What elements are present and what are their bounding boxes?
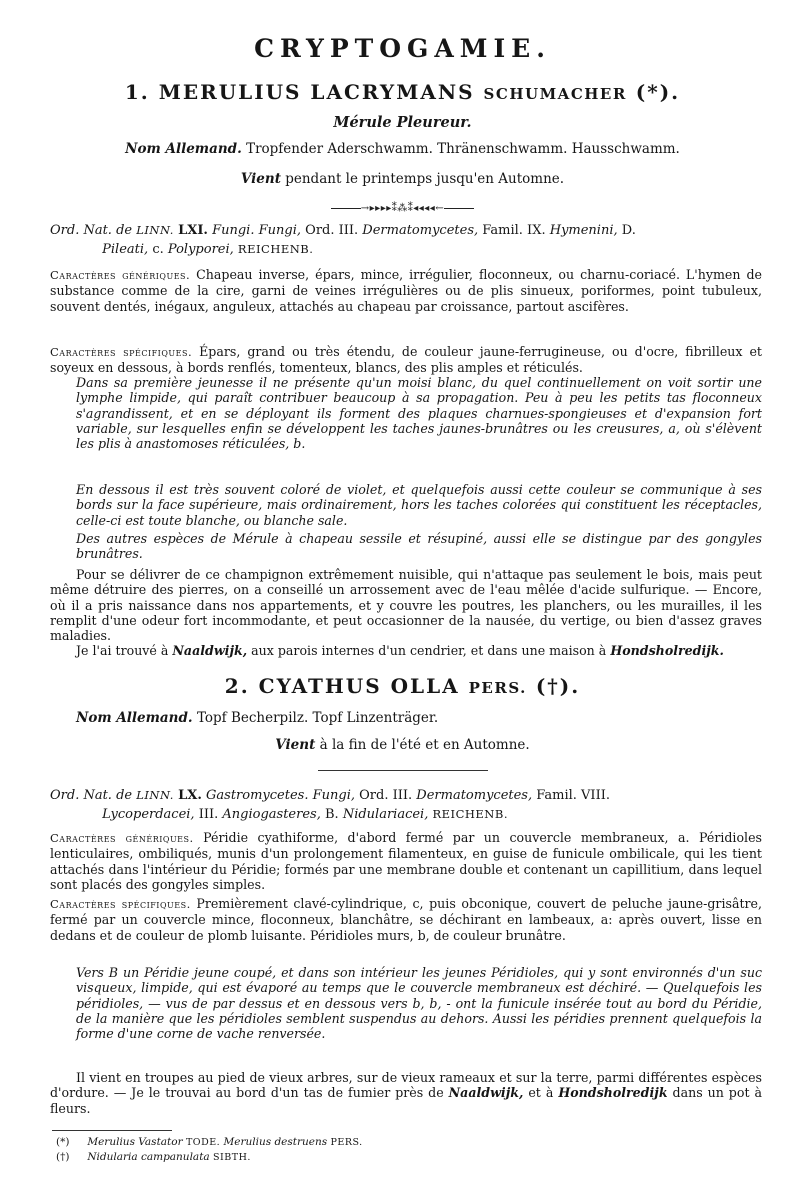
species-1-paragraph-location: Je l'ai trouvé à Naaldwijk, aux parois internes d'un cendrier, et dans une maison à Hondsholredijk. bbox=[76, 643, 724, 658]
species-2-footnote-mark: (†). bbox=[535, 674, 581, 698]
species-1-heading bbox=[0, 80, 805, 104]
species-1-note-underside: En dessous il est très souvent coloré de violet, et quelquefois aussi cette couleur se communique à ses bords sur la face supérieure, mais ordinairement, hors les taches colorées qui constituent les réceptacles, celle-ci est toute blanche, ou blanche sale. bbox=[76, 482, 762, 528]
species-1-specific-characters: Caractères spécifiques. Épars, grand ou très étendu, de couleur jaune-ferrugineuse, ou d'ocre, fibrilleux et soyeux en dessous, à bords renflés, tomenteux, blancs, des plis amples et réticulés. bbox=[50, 344, 762, 376]
german-label: Nom Allemand. bbox=[125, 141, 242, 157]
species-2-generic-characters: Caractères génériques. Péridie cyathiforme, d'abord fermé par un couvercle membraneux, a. Péridioles lenticulaires, ombiliqués, munis d'un prolongement filamenteux, en guise de funicule ombilicale, qui les tient attachés dans l'intérieur du Péridie; formés par une membrane double et contenant un capillitium, dans lequel sont placés des gongyles simples. bbox=[50, 830, 762, 892]
species-2-season: Vient à la fin de l'été et en Automne. bbox=[275, 737, 530, 753]
species-2-name: CYATHUS OLLA bbox=[258, 674, 460, 698]
species-2-note: Vers B un Péridie jeune coupé, et dans son intérieur les jeunes Péridioles, qui y sont environnés d'un suc visqueux, limpide, qui est évaporé au temps que le couvercle membraneux est déchiré. — Quelquefois les péridioles, — vus de par dessus et en dessous vers b, b, - ont la funicule insérée tout au bord du Péridie, de la manière que les péridioles semblent suspendus au dehors. Aussi les péridies prennent quelquefois la forme d'une corne de vache renversée. bbox=[76, 965, 762, 1042]
season-label: Vient bbox=[240, 171, 281, 187]
species-1-footnote-mark: (*). bbox=[635, 80, 681, 104]
species-2-german-names: Nom Allemand. Topf Becherpilz. Topf Linzenträger. bbox=[76, 710, 439, 726]
species-1-season: Vient pendant le printemps jusqu'en Automne. bbox=[240, 171, 565, 187]
footnote-rule bbox=[52, 1130, 172, 1131]
german-label: Nom Allemand. bbox=[76, 710, 193, 726]
footnote-1: (*) Merulius Vastator TODE. Merulius destruens PERS. bbox=[56, 1136, 363, 1148]
species-2-specific-characters: Caractères spécifiques. Premièrement clavé-cylindrique, c, puis obconique, couvert de peluche jaune-grisâtre, fermé par un couvercle mince, floconneux, blanchâtre, se déchirant en lambeaux, a: après ouvert, lisse en dedans et de couleur de plomb luisante. Péridioles murs, b, de couleur brunâtre. bbox=[50, 896, 762, 943]
species-1-name: MERULIUS LACRYMANS bbox=[158, 80, 475, 104]
species-2-paragraph-location: Il vient en troupes au pied de vieux arbres, sur de vieux rameaux et sur la terre, parmi différentes espèces d'ordure. — Je le trouvai au bord d'un tas de fumier près de Naaldwijk, et à Hondsholredijk dans un pot à fleurs. bbox=[50, 1070, 762, 1116]
species-1-author: SCHUMACHER bbox=[483, 85, 627, 103]
species-2-author: PERS. bbox=[468, 679, 527, 697]
section-rule bbox=[318, 770, 488, 771]
species-1-generic-characters: Caractères génériques. Chapeau inverse, épars, mince, irrégulier, floconneux, ou charnu-coriacé. L'hymen de substance comme de la cire, garni de veines irrégulières ou de plis sinueux, poriformes, point tubuleux, souvent dentés, inégaux, anguleux, attachés au chapeau par croissance, partout ascifères. bbox=[50, 267, 762, 314]
footnote-2: (†) Nidularia campanulata SIBTH. bbox=[56, 1151, 251, 1163]
species-1-german-names: Nom Allemand. Tropfender Aderschwamm. Thränenschwamm. Hausschwamm. bbox=[125, 141, 680, 157]
season-label: Vient bbox=[275, 737, 316, 753]
page-title: CRYPTOGAMIE. bbox=[254, 34, 551, 63]
species-1-note-youth: Dans sa première jeunesse il ne présente qu'un moisi blanc, du quel continuellement on voit sortir une lymphe limpide, qui paraît contribuer beaucoup à sa propagation. Peu à peu les petits tas floconneux s'agrandissent, et en se déployant ils forment des plaques charnues-spongieuses et d'expansion fort variable, sur lesquelles enfin se développent les taches jaunes-brunâtres ou les creusures, a, où s'élèvent les plis à anastomoses réticulées, b. bbox=[76, 375, 762, 452]
species-2-number: 2. bbox=[224, 674, 250, 698]
species-2-heading bbox=[0, 674, 805, 698]
species-2-classification: Ord. Nat. de LINN. LX. Gastromycetes. Fungi, Ord. III. Dermatomycetes, Famil. VIII. Lycoperdacei, III. Angiogasteres, B. Nidulariacei, REICHENB. bbox=[50, 788, 610, 822]
species-1-classification: Ord. Nat. de LINN. LXI. Fungi. Fungi, Ord. III. Dermatomycetes, Famil. IX. Hymenini, D. Pileati, c. Polyporei, REICHENB. bbox=[50, 223, 636, 257]
species-1-number: 1. bbox=[124, 80, 150, 104]
species-1-common-name: Mérule Pleureur. bbox=[333, 114, 472, 131]
species-1-paragraph-remedy: Pour se délivrer de ce champignon extrêmement nuisible, qui n'attaque pas seulement le bois, mais peut même détruire des pierres, on a conseillé un arrossement avec de l'eau mêlée d'acide sulfurique. — Encore, où il a pris naissance dans nos appartements, et y couvre les poutres, les planchers, ou les murailles, il les remplit d'une odeur fort incommodante, et peut occasionner de la nausée, du vertige, ou bien d'assez graves maladies. bbox=[50, 567, 762, 644]
ornamental-separator: →▸▸▸▸⁑⁂⁑◂◂◂◂← bbox=[0, 203, 805, 214]
species-1-note-gongyles: Des autres espèces de Mérule à chapeau sessile et résupiné, aussi elle se distingue par des gongyles brunâtres. bbox=[76, 531, 762, 562]
